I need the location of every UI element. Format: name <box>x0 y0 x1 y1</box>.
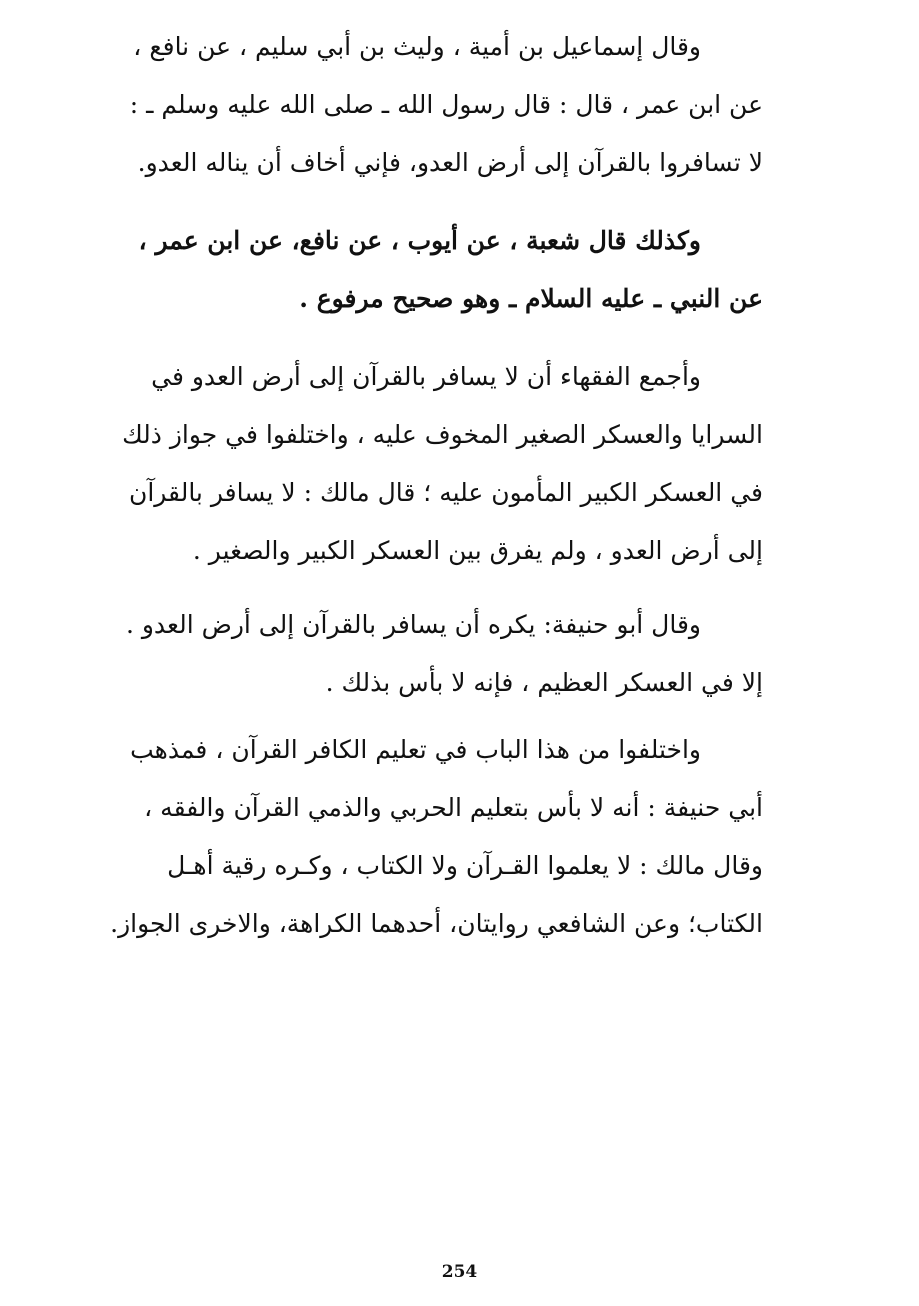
paragraph-line: إلى أرض العدو ، ولم يفرق بين العسكر الكبير والصغير . <box>192 536 763 565</box>
paragraph-line: أبي حنيفة : أنه لا بأس بتعليم الحربي والذمي القرآن والفقه ، <box>144 793 763 822</box>
paragraph-1 <box>105 18 763 192</box>
paragraph-line: وأجمع الفقهاء أن لا يسافر بالقرآن إلى أرض العدو في <box>151 362 701 391</box>
paragraph-line: عن ابن عمر ، قال : قال رسول الله ـ صلى الله عليه وسلم ـ : <box>129 90 763 119</box>
paragraph-line: وقال إسماعيل بن أمية ، وليث بن أبي سليم ، عن نافع ، <box>133 32 701 61</box>
paragraph-5 <box>105 721 763 953</box>
page-number: 254 <box>441 1262 478 1282</box>
paragraph-line: وقال أبو حنيفة: يكره أن يسافر بالقرآن إلى أرض العدو . <box>125 610 701 639</box>
paragraph-line: الكتاب؛ وعن الشافعي روايتان، أحدهما الكراهة، والاخرى الجواز. <box>110 909 763 938</box>
paragraph-line: إلا في العسكر العظيم ، فإنه لا بأس بذلك . <box>325 668 763 697</box>
paragraph-line: في العسكر الكبير المأمون عليه ؛ قال مالك : لا يسافر بالقرآن <box>128 478 763 507</box>
paragraph-line: عن النبي ـ عليه السلام ـ وهو صحيح مرفوع . <box>299 284 763 313</box>
paragraph-4 <box>105 596 763 712</box>
paragraph-line: السرايا والعسكر الصغير المخوف عليه ، واختلفوا في جواز ذلك <box>122 420 763 449</box>
paragraph-3 <box>105 348 763 580</box>
paragraph-line: وقال مالك : لا يعلموا القـرآن ولا الكتاب ، وكـره رقية أهـل <box>167 851 763 880</box>
paragraph-line: واختلفوا من هذا الباب في تعليم الكافر القرآن ، فمذهب <box>130 735 701 764</box>
paragraph-2 <box>105 212 763 328</box>
paragraph-line: لا تسافروا بالقرآن إلى أرض العدو، فإني أخاف أن يناله العدو. <box>137 148 763 177</box>
paragraph-line: وكذلك قال شعبة ، عن أيوب ، عن نافع، عن ابن عمر ، <box>138 226 701 255</box>
